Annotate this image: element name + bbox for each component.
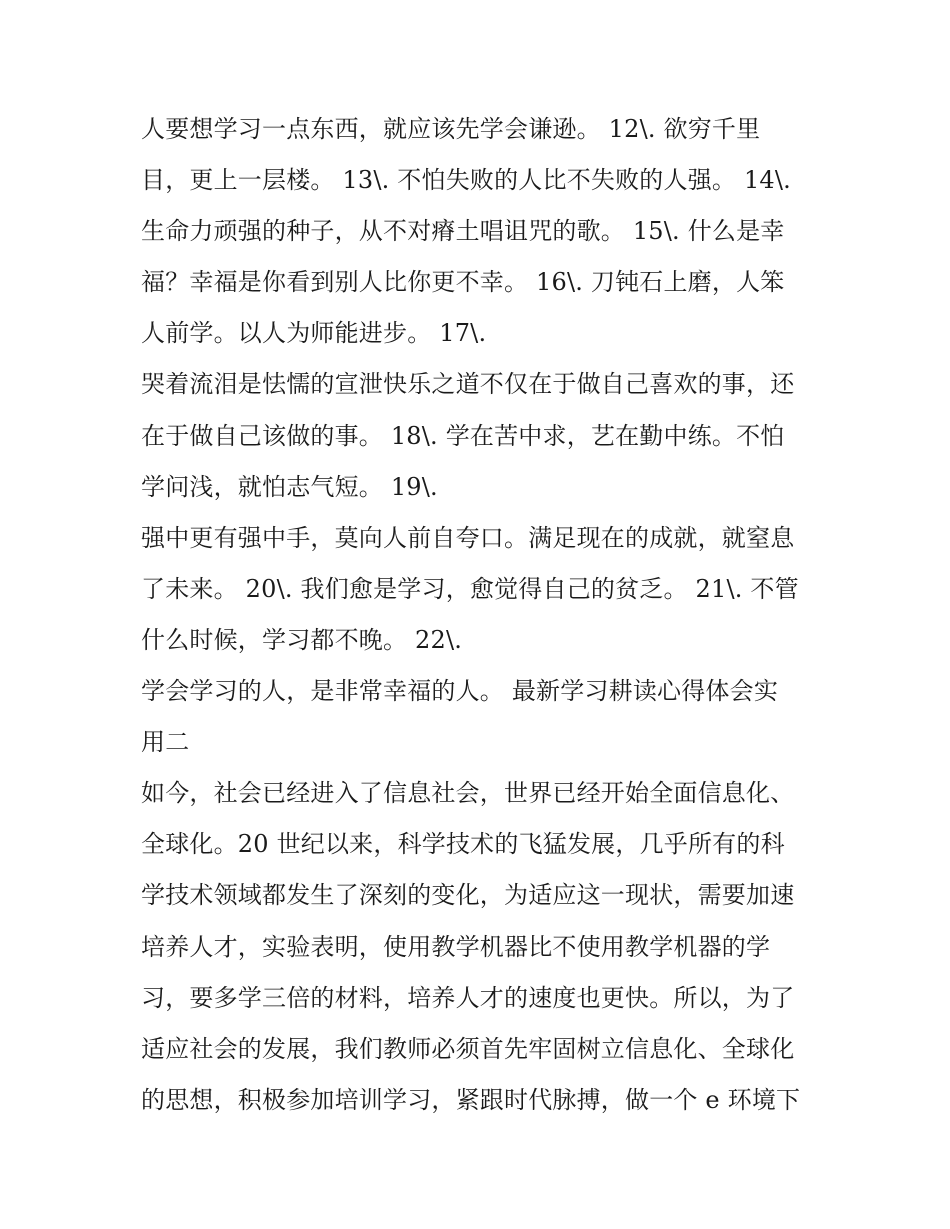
text-line: 如今，社会已经进入了信息社会，世界已经开始全面信息化、 (141, 779, 795, 808)
text-line: 学技术领域都发生了深刻的变化，为适应这一现状，需要加速 (141, 881, 795, 910)
text-line: 人要想学习一点东西，就应该先学会谦逊。 12\. 欲穷千里 (141, 115, 761, 143)
text-line: 人前学。以人为师能进步。 17\. (141, 319, 487, 348)
text-line: 了未来。 20\. 我们愈是学习，愈觉得自己的贫乏。 21\. 不管 (141, 574, 799, 603)
text-line: 适应社会的发展，我们教师必须首先牢固树立信息化、全球化 (141, 1034, 795, 1063)
text-line: 目，更上一层楼。 13\. 不怕失败的人比不失败的人强。 14\. (141, 166, 791, 195)
text-line: 什么时候，学习都不晚。 22\. (141, 625, 463, 654)
text-line: 全球化。20 世纪以来，科学技术的飞猛发展，几乎所有的科 (141, 830, 785, 859)
text-line: 的思想，积极参加培训学习，紧跟时代脉搏，做一个 e 环境下 (141, 1085, 801, 1114)
text-line: 福？幸福是你看到别人比你更不幸。 16\. 刀钝石上磨，人笨 (141, 268, 785, 297)
text-line: 在于做自己该做的事。 18\. 学在苦中求，艺在勤中练。不怕 (141, 421, 785, 450)
body-text (141, 104, 821, 1126)
text-line: 哭着流泪是怯懦的宣泄快乐之道不仅在于做自己喜欢的事，还 (141, 370, 795, 399)
text-line: 用二 (141, 728, 190, 757)
text-line: 学会学习的人，是非常幸福的人。 最新学习耕读心得体会实 (141, 677, 779, 706)
text-line: 习，要多学三倍的材料，培养人才的速度也更快。所以，为了 (141, 983, 795, 1012)
text-line: 强中更有强中手，莫向人前自夸口。满足现在的成就，就窒息 (141, 523, 795, 552)
text-line: 生命力顽强的种子，从不对瘠土唱诅咒的歌。 15\. 什么是幸 (141, 217, 785, 246)
text-line: 培养人才，实验表明，使用教学机器比不使用教学机器的学 (141, 932, 771, 961)
text-line: 学问浅，就怕志气短。 19\. (141, 472, 438, 501)
